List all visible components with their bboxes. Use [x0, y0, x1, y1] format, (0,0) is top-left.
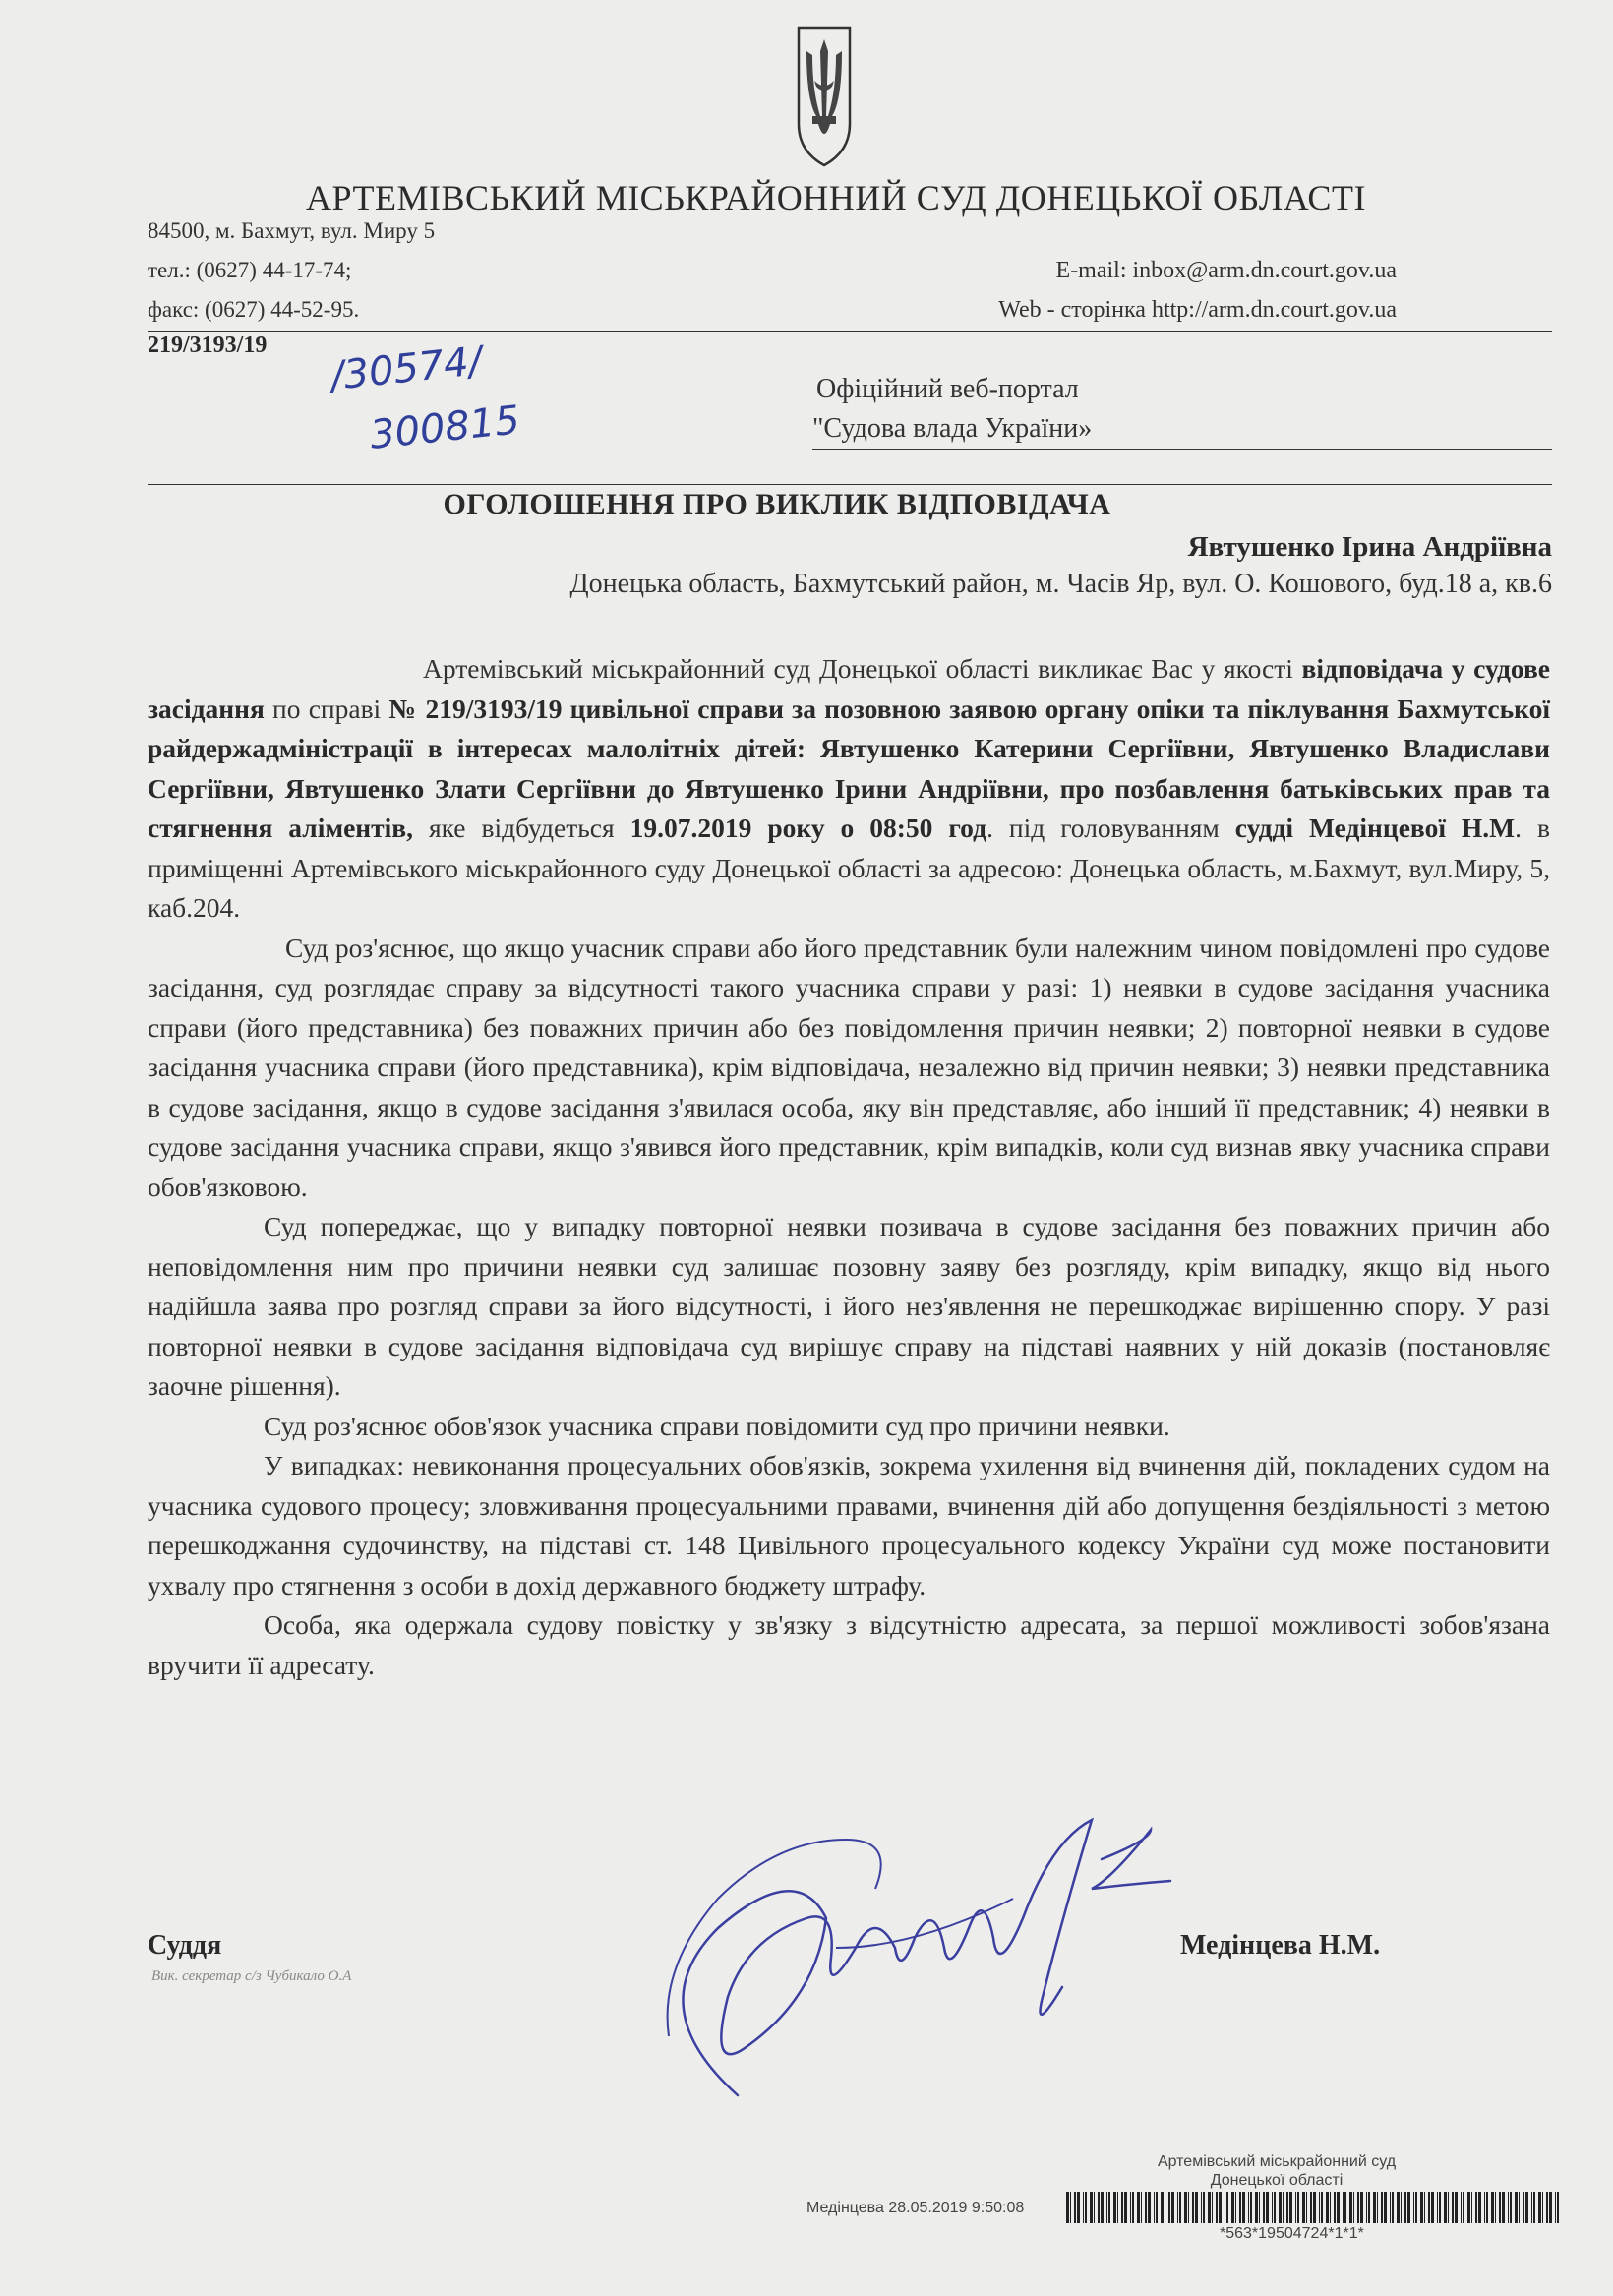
document-title: ОГОЛОШЕННЯ ПРО ВИКЛИК ВІДПОВІДАЧА	[443, 488, 1111, 520]
notice-body	[148, 649, 1550, 1685]
paragraph-summons	[148, 649, 1550, 929]
text-run: Артемівський міськрайонний суд Донецької області викликає Вас у якості	[423, 653, 1302, 684]
court-website: Web - сторінка http://arm.dn.court.gov.ua	[998, 297, 1397, 323]
stamp-court-line-1: Артемівський міськрайонний суд	[1157, 2153, 1397, 2170]
case-number: 219/3193/19	[148, 332, 268, 358]
portal-line-1: Офіційний веб-портал	[816, 374, 1079, 404]
portal-line-2: "Судова влада України»	[812, 413, 1093, 444]
handwritten-note-1: /30574/	[329, 338, 485, 399]
paragraph-absence-rules: Суд роз'яснює, що якщо учасник справи або його представник були належним чином повідомлені про судове засідання, суд розглядає справу за відсутності такого учасника справи у разі: 1) неявки в судове засідання учасника справи (його представника) без поважних причин або без повідомлення причин неявки; 2) повторної неявки в судове засідання учасника справи (його представника), крім відповідача, незалежно від причин неявки; 3) неявки представника в судове засідання, якщо в судове засідання з'явилася особа, яку він представляє, або інший її представник; 4) неявки в судове засідання учасника справи, якщо з'явився його представник, крім випадків, коли суд визнав явку учасника справи обов'язковою.	[148, 932, 1550, 1202]
court-phone: тел.: (0627) 44-17-74;	[148, 258, 352, 282]
court-name: АРТЕМІВСЬКИЙ МІСЬКРАЙОННИЙ СУД ДОНЕЦЬКОЇ ОБЛАСТІ	[306, 178, 1366, 217]
court-fax: факс: (0627) 44-52-95.	[148, 297, 360, 322]
judge-label: Суддя	[148, 1930, 222, 1961]
portal-divider	[812, 449, 1552, 450]
presiding-judge: судді Медінцевої Н.М	[1234, 813, 1516, 843]
court-address: 84500, м. Бахмут, вул. Миру 5	[148, 218, 436, 243]
secretary-note: Вик. секретар с/з Чубикало О.А	[151, 1968, 352, 1984]
court-email: E-mail: inbox@arm.dn.court.gov.ua	[1055, 258, 1397, 283]
text-run: яке відбудеться	[413, 813, 630, 843]
addressee-address: Донецька область, Бахмутський район, м. Часів Яр, вул. О. Кошового, буд.18 а, кв.6	[569, 569, 1552, 599]
paragraph-duty-notify: Суд роз'яснює обов'язок учасника справи повідомити суд про причини неявки.	[264, 1410, 1170, 1441]
text-run: по справі	[264, 693, 389, 724]
barcode-number: *563*19504724*1*1*	[1220, 2225, 1364, 2242]
paragraph-warning: Суд попереджає, що у випадку повторної неявки позивача в судове засідання без поважних причин або неповідомлення ним про причини неявки суд залишає позовну заяву без розгляду, крім випадку, якщо від нього надійшла заява про розгляд справи за його відсутності, і його нез'явлення не перешкоджає вирішенню спору. У разі повторної неявки в судове засідання відповідача суд вирішує справу на підставі наявних у ній доказів (постановляє заочне рішення).	[148, 1211, 1550, 1401]
paragraph-penalty: У випадках: невиконання процесуальних обов'язків, зокрема ухилення від вчинення дій, покладених судом на учасника судового процесу; зловживання процесуальними правами, вчинення дій або допущення бездіяльності з метою перешкоджання судочинству, на підставі ст. 148 Цивільного процесуального кодексу України суд може постановити ухвалу про стягнення з особи в дохід державного бюджету штрафу.	[148, 1450, 1550, 1601]
stamp-court-line-2: Донецької області	[1210, 2172, 1344, 2189]
header-divider	[148, 331, 1552, 332]
barcode	[1066, 2192, 1562, 2223]
registry-stamp-court	[1100, 2152, 1454, 2190]
paragraph-delivery: Особа, яка одержала судову повістку у зв'язку з відсутністю адресата, за першої можливості зобов'язана вручити її адресату.	[148, 1609, 1550, 1680]
addressee-name: Явтушенко Ірина Андріївна	[1187, 531, 1552, 563]
coat-of-arms-icon	[793, 22, 856, 169]
text-bold: відповідача у судове засідання	[148, 653, 1551, 724]
handwritten-note-2: 300815	[368, 397, 522, 458]
hearing-datetime: 19.07.2019 року о 08:50 год	[629, 813, 987, 843]
registry-stamp-date: Медінцева 28.05.2019 9:50:08	[806, 2200, 1025, 2216]
judge-name: Медінцева Н.М.	[1180, 1930, 1381, 1961]
title-divider	[148, 484, 1552, 485]
case-description: № 219/3193/19 цивільної справи за позовною заявою органу опіки та піклування Бахмутської райдержадміністрації в інтересах малолітніх дітей: Явтушенко Катерини Сергіївни, Явтушенко Владислави Сергіївни, Явтушенко Злати Сергіївни до Явтушенко Ірини Андріївни, про позбавлення батьківських прав та стягнення аліментів,	[148, 693, 1550, 843]
hearing-location: . в приміщенні Артемівського міськрайонного суду Донецької області за адресою: Донецька область, м.Бахмут, вул.Миру, 5, каб.204.	[148, 813, 1550, 923]
judge-signature	[600, 1800, 1190, 2125]
text-run: . під головуванням	[986, 813, 1235, 843]
